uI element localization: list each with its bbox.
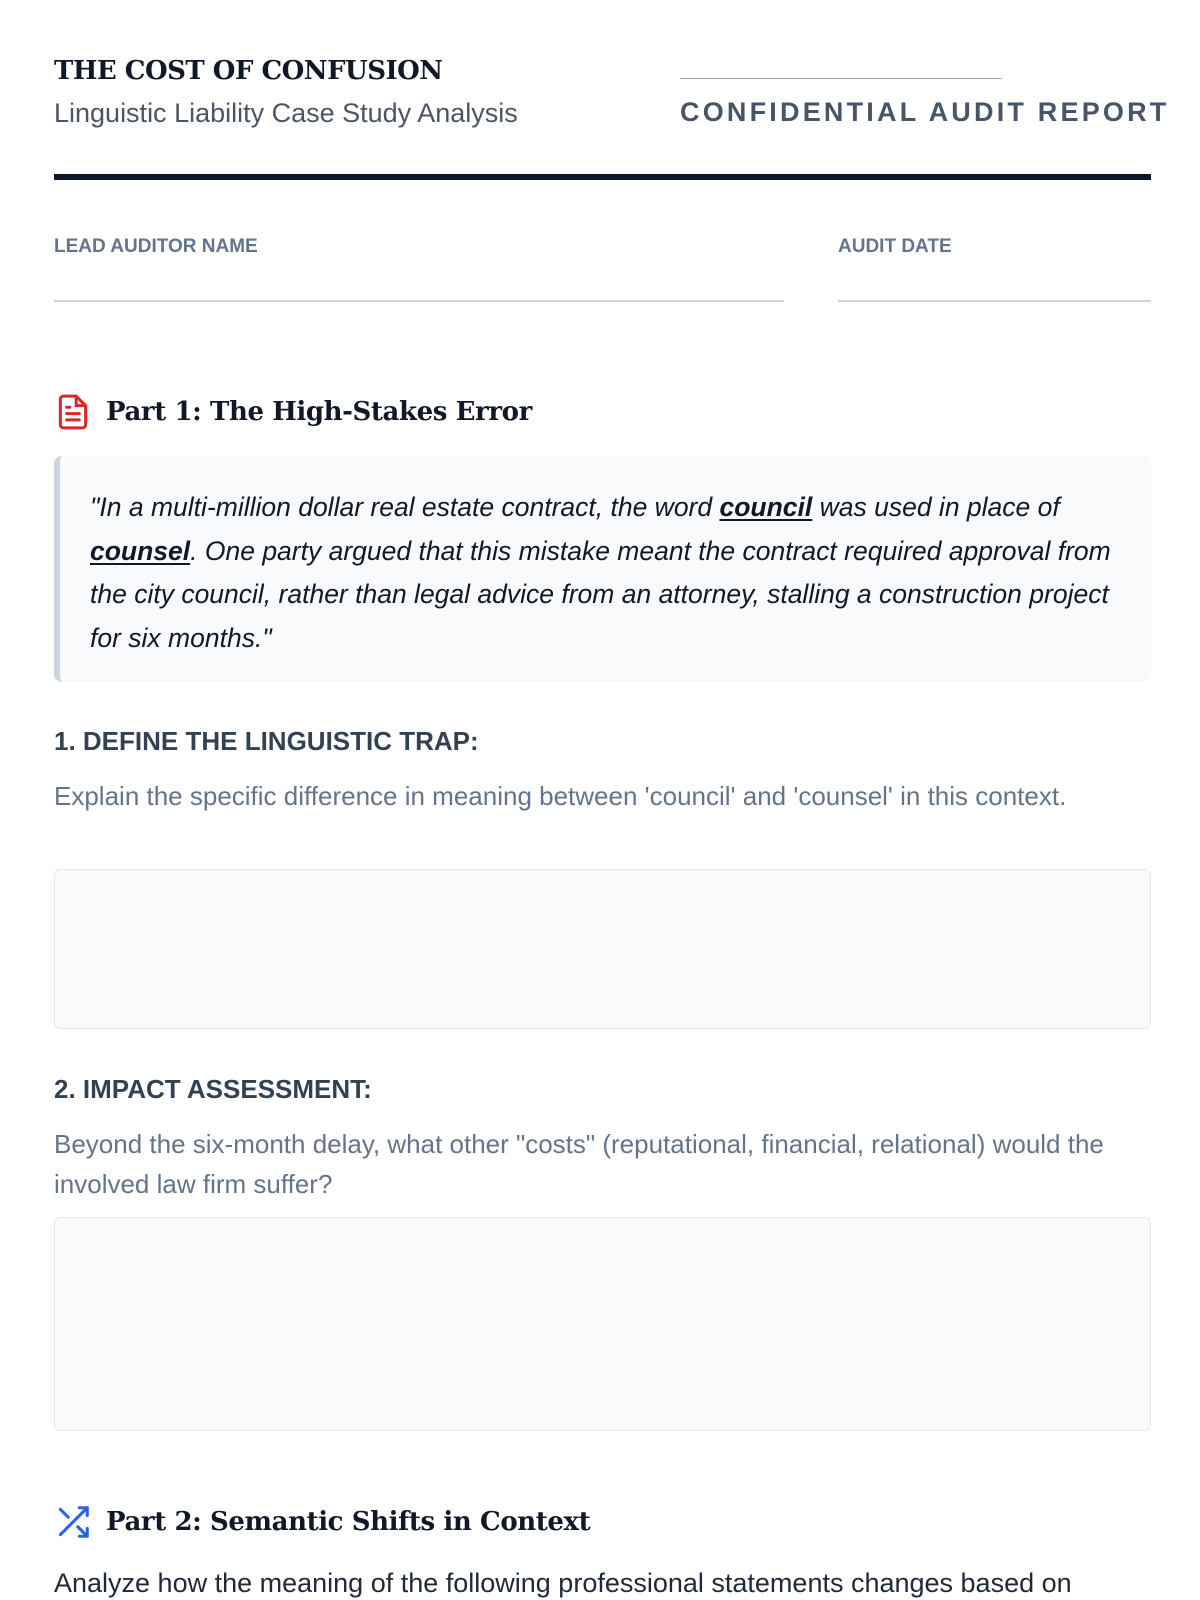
auditor-name-label: LEAD AUDITOR NAME xyxy=(54,236,258,257)
question-2-answer[interactable] xyxy=(54,1217,1151,1431)
case-quote-text xyxy=(90,486,1123,660)
audit-date-field[interactable] xyxy=(838,300,1151,334)
document-icon xyxy=(54,393,92,431)
auditor-name-field[interactable] xyxy=(54,300,784,334)
question-1-heading: 1. DEFINE THE LINGUISTIC TRAP: xyxy=(54,726,479,756)
confidential-label: CONFIDENTIAL AUDIT REPORT xyxy=(680,97,1170,127)
quote-text-start: "In a multi-million dollar real estate contract, the word xyxy=(90,492,720,522)
case-quote xyxy=(54,456,1151,682)
header-divider xyxy=(680,78,1002,79)
part1-heading xyxy=(54,392,532,432)
report-title: THE COST OF CONFUSION xyxy=(54,56,443,86)
keyword-counsel: counsel xyxy=(90,535,191,566)
keyword-council: council xyxy=(719,492,813,522)
question-2-heading: 2. IMPACT ASSESSMENT: xyxy=(54,1074,372,1104)
quote-text-end: . One party argued that this mistake meant the contract required approval from the city council, rather than legal advice from an attorney, stalling a construction project for six months." xyxy=(90,535,1111,653)
quote-text-mid: was used in place of xyxy=(812,492,1060,522)
shuffle-icon xyxy=(54,1503,92,1541)
part2-title: Part 2: Semantic Shifts in Context xyxy=(106,1507,591,1537)
part2-heading xyxy=(54,1502,590,1542)
report-subtitle: Linguistic Liability Case Study Analysis xyxy=(54,98,518,128)
part1-title: Part 1: The High-Stakes Error xyxy=(106,397,532,427)
part2-intro: Analyze how the meaning of the following professional statements changes based on xyxy=(54,1568,1072,1598)
header-rule xyxy=(54,174,1151,180)
question-2-prompt: Beyond the six-month delay, what other "costs" (reputational, financial, relational) would the involved law firm suffer? xyxy=(54,1129,1104,1199)
audit-date-label: AUDIT DATE xyxy=(838,236,952,257)
question-1-answer[interactable] xyxy=(54,869,1151,1029)
question-1-prompt: Explain the specific difference in meaning between 'council' and 'counsel' in this context. xyxy=(54,781,1067,811)
